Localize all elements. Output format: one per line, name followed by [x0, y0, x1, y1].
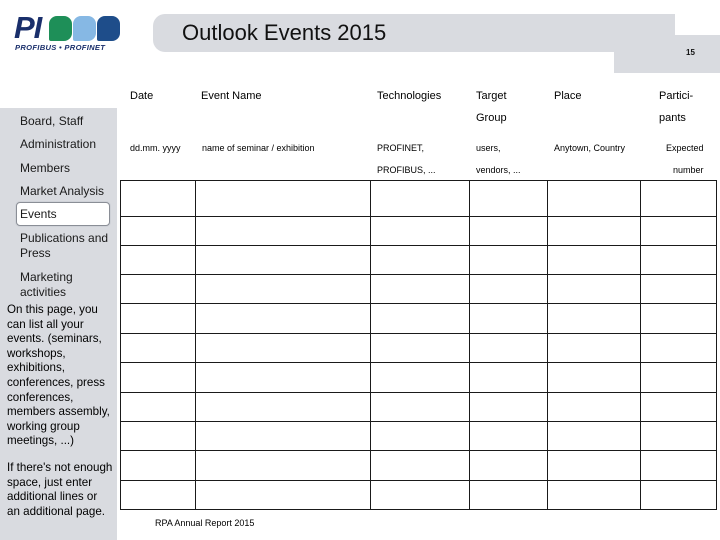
- table-column-line: [195, 180, 196, 510]
- table-column-line: [120, 180, 121, 510]
- table-row-line: [120, 392, 716, 393]
- row-event-name: name of seminar / exhibition: [202, 143, 315, 153]
- logo-subtitle: PROFIBUS • PROFINET: [15, 43, 106, 52]
- table-row-line: [120, 480, 716, 481]
- sidebar-note-space: If there's not enough space, just enter additional lines or an additional page.: [7, 461, 113, 518]
- sidebar-item-events[interactable]: Events: [20, 207, 57, 221]
- row-target-2: vendors, ...: [476, 165, 521, 175]
- logo-green-shape: [49, 16, 72, 41]
- table-row-line: [120, 274, 716, 275]
- table-column-line: [547, 180, 548, 510]
- header-date: Date: [130, 90, 154, 102]
- row-participants-1: Expected: [666, 143, 704, 153]
- sidebar-item-administration[interactable]: Administration: [20, 137, 97, 151]
- header-technologies: Technologies: [377, 90, 442, 102]
- page-number-band: [614, 35, 720, 73]
- table-column-line: [716, 180, 717, 510]
- table-row-line: [120, 450, 716, 451]
- header-target: Target: [476, 90, 507, 102]
- sidebar-item-board-staff[interactable]: Board, Staff: [20, 114, 84, 128]
- table-row-line: [120, 180, 716, 181]
- table-row-line: [120, 303, 716, 304]
- row-target-1: users,: [476, 143, 501, 153]
- sidebar-item-members[interactable]: Members: [20, 161, 71, 175]
- sidebar-item-publications[interactable]: Publications and Press: [20, 231, 109, 260]
- logo-lightblue-shape: [73, 16, 96, 41]
- row-date: dd.mm. yyyy: [130, 143, 181, 153]
- footer-text: RPA Annual Report 2015: [155, 518, 255, 528]
- row-participants-2: number: [673, 165, 704, 175]
- table-row-line: [120, 216, 716, 217]
- table-column-line: [640, 180, 641, 510]
- table-row-line: [120, 421, 716, 422]
- header-group: Group: [476, 112, 507, 124]
- row-place: Anytown, Country: [554, 143, 626, 153]
- table-row-line: [120, 245, 716, 246]
- page-number: 15: [686, 48, 695, 57]
- table-row-line: [120, 362, 716, 363]
- header-place: Place: [554, 90, 582, 102]
- table-row-line: [120, 333, 716, 334]
- table-row-line: [120, 509, 716, 510]
- logo-blue-shape: [97, 16, 120, 41]
- sidebar-item-market-analysis[interactable]: Market Analysis: [20, 184, 105, 198]
- header-pants: pants: [659, 112, 686, 124]
- page-title: Outlook Events 2015: [182, 20, 387, 45]
- row-technologies-2: PROFIBUS, ...: [377, 165, 436, 175]
- header-partici: Partici-: [659, 90, 694, 102]
- row-technologies-1: PROFINET,: [377, 143, 425, 153]
- sidebar-note-events: On this page, you can list all your events. (seminars, workshops, exhibitions, conferences, press conferences, members assembly, working group meetings, ...): [7, 303, 110, 448]
- logo-letters: PI: [14, 10, 42, 45]
- header-event-name: Event Name: [201, 90, 262, 102]
- table-column-line: [370, 180, 371, 510]
- pi-logo: [12, 10, 120, 56]
- sidebar-item-marketing[interactable]: Marketing activities: [20, 270, 73, 299]
- table-column-line: [469, 180, 470, 510]
